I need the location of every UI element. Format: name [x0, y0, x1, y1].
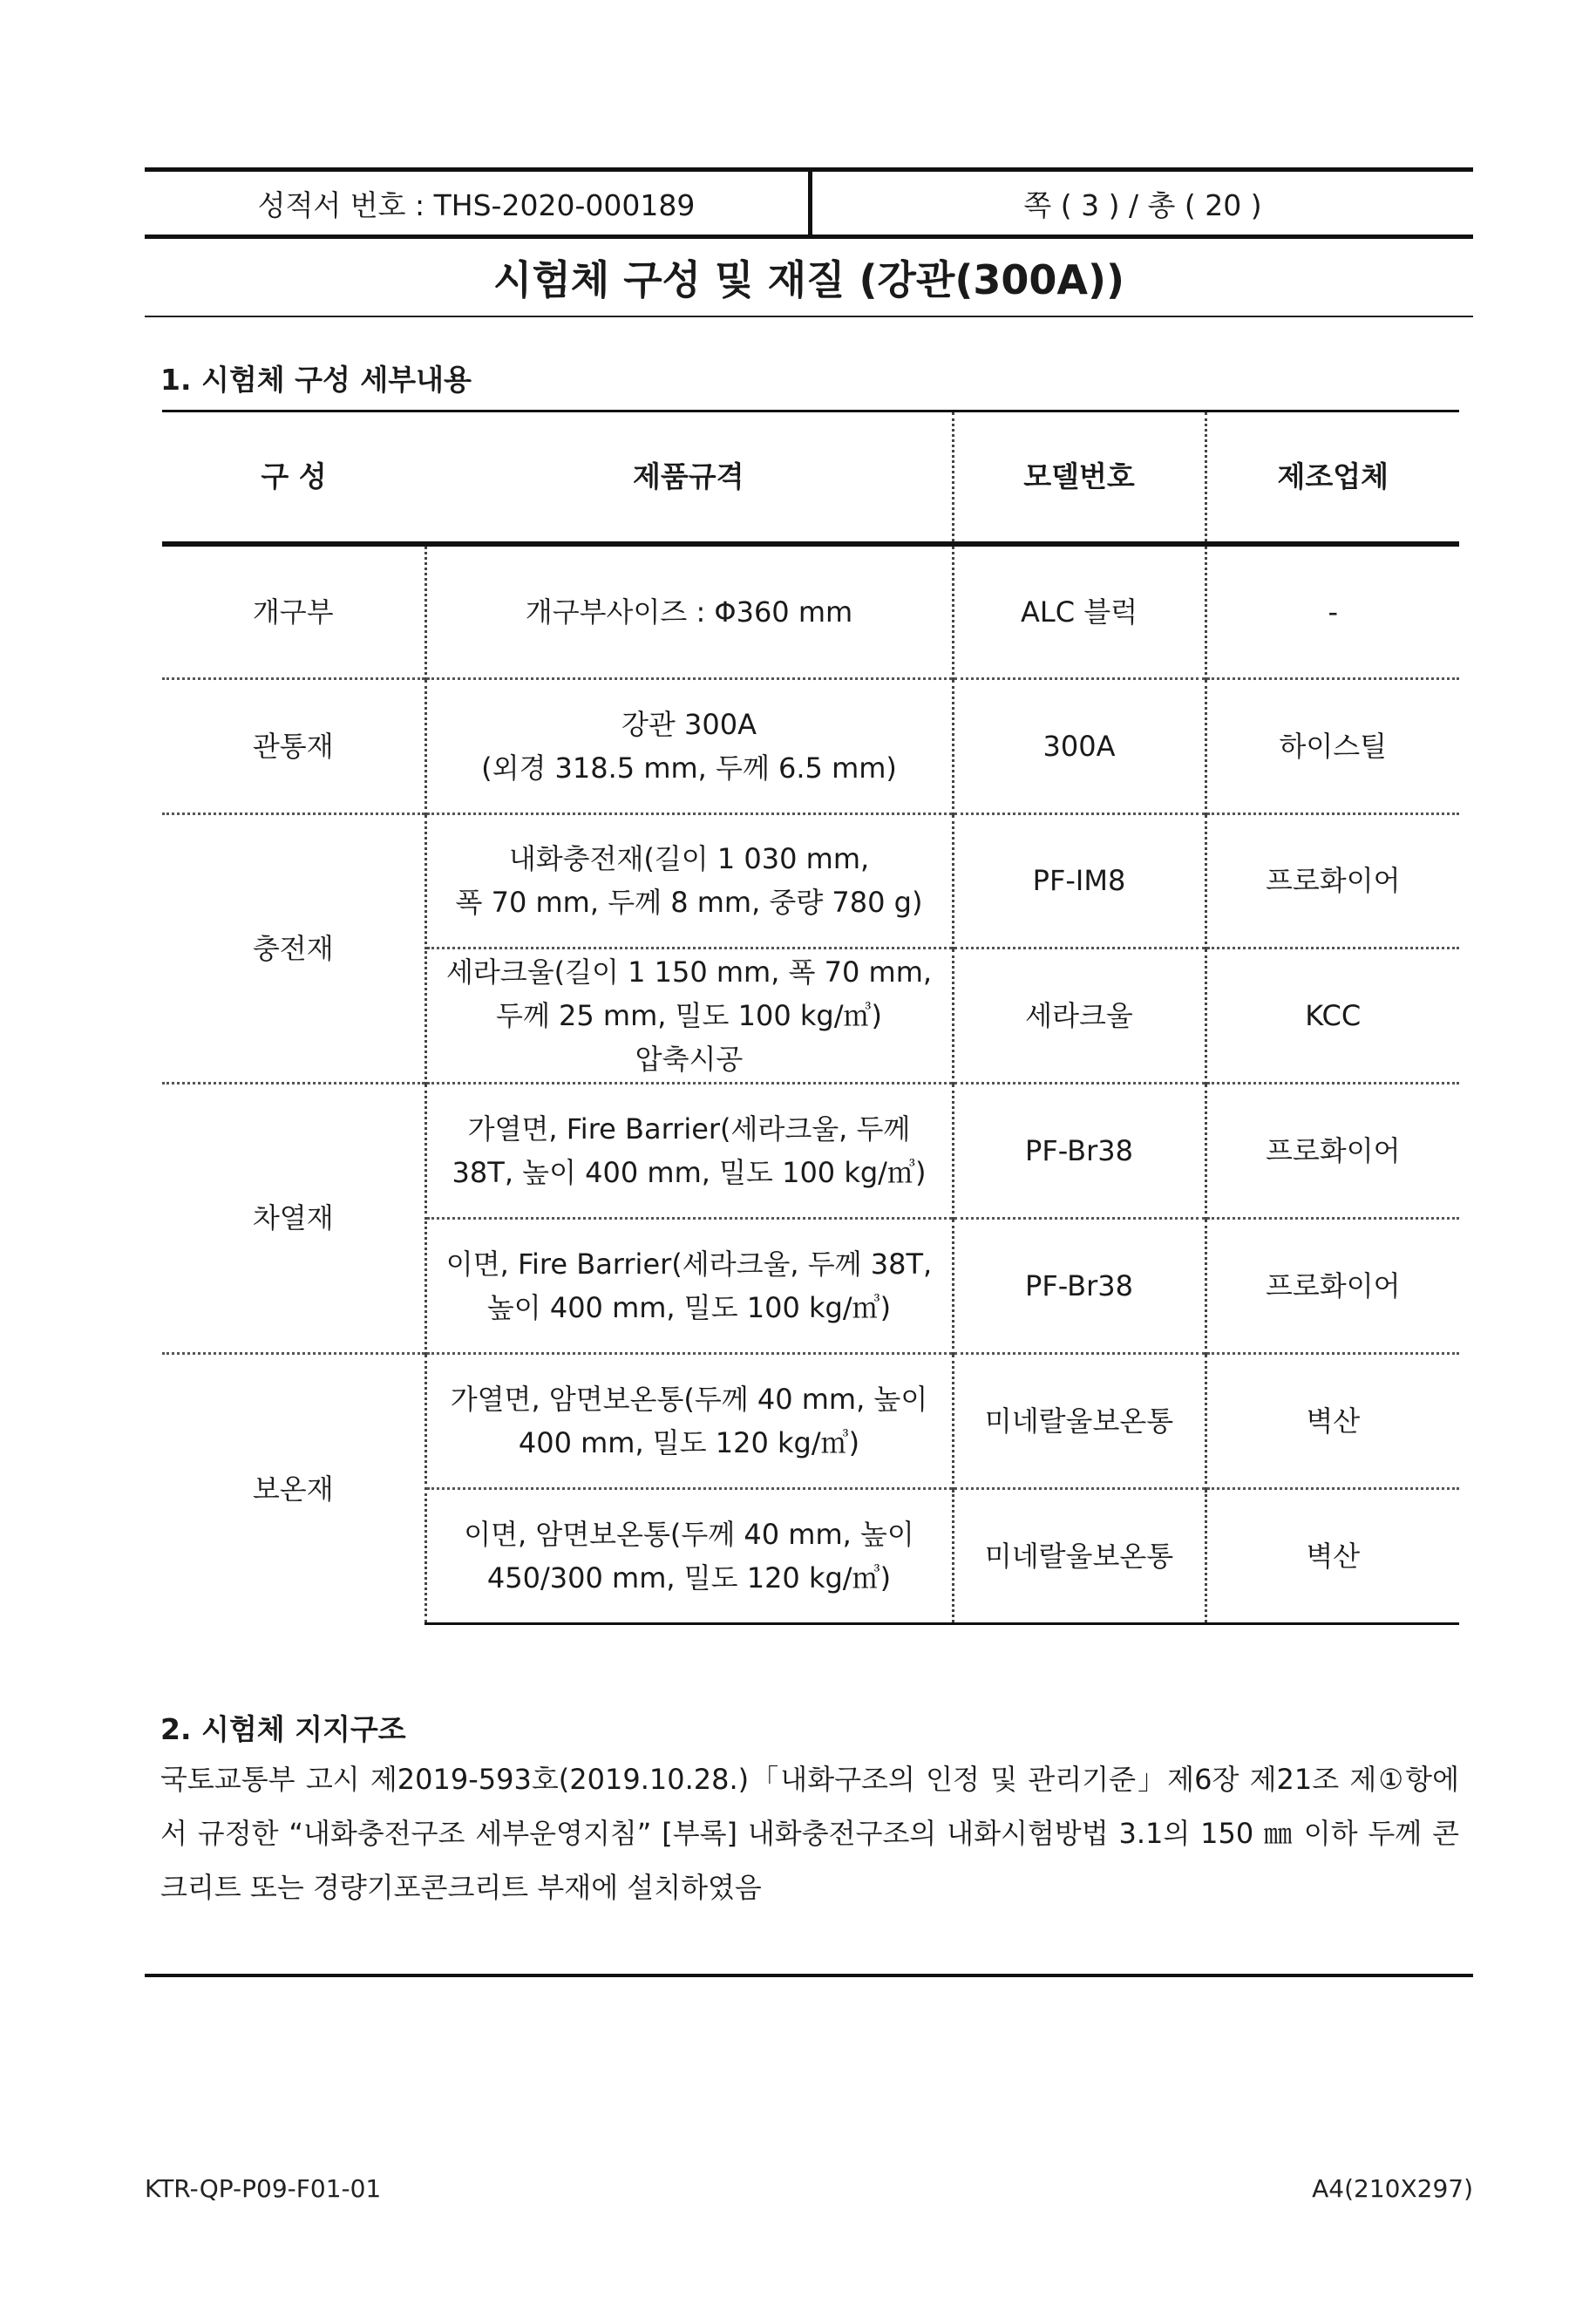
spec-line: 두께 25 mm, 밀도 100 kg/㎥) [496, 998, 882, 1032]
document-title: 시험체 구성 및 재질 (강관(300A)) [145, 239, 1473, 317]
footer-divider [145, 1974, 1473, 1977]
spec-line: 세라크울(길이 1 150 mm, 폭 70 mm, [445, 955, 933, 989]
column-header-composition: 구 성 [162, 411, 425, 545]
model-cell: PF-IM8 [953, 813, 1205, 948]
model-cell: PF-Br38 [953, 1218, 1205, 1353]
report-header [145, 167, 1473, 239]
paper-size: A4(210X297) [1312, 2174, 1473, 2203]
composition-table [162, 410, 1459, 1625]
model-cell: 미네랄울보온통 [953, 1488, 1205, 1623]
table-header-row [162, 411, 1459, 545]
maker-cell: 벽산 [1205, 1488, 1459, 1623]
spec-cell [425, 1218, 953, 1353]
group-cell: 충전재 [162, 813, 425, 1083]
table-row [162, 1083, 1459, 1218]
spec-line: 이면, Fire Barrier(세라크울, 두께 38T, [445, 1247, 933, 1281]
page-indicator: 쪽 ( 3 ) / 총 ( 20 ) [1023, 187, 1262, 222]
maker-cell: 프로화이어 [1205, 1218, 1459, 1353]
group-cell: 개구부 [162, 544, 425, 678]
spec-line: 높이 400 mm, 밀도 100 kg/㎥) [486, 1290, 892, 1324]
maker-cell: 하이스틸 [1205, 678, 1459, 813]
spec-cell [425, 1488, 953, 1623]
spec-cell [425, 678, 953, 813]
maker-cell: 벽산 [1205, 1353, 1459, 1488]
group-cell: 보온재 [162, 1353, 425, 1623]
spec-line: (외경 318.5 mm, 두께 6.5 mm) [481, 751, 897, 785]
column-header-maker: 제조업체 [1205, 411, 1459, 545]
spec-line: 450/300 mm, 밀도 120 kg/㎥) [486, 1560, 892, 1594]
spec-line: 개구부사이즈 : Φ360 mm [525, 595, 853, 629]
spec-cell [425, 813, 953, 948]
spec-cell [425, 1083, 953, 1218]
model-cell: 세라크울 [953, 948, 1205, 1083]
group-cell: 차열재 [162, 1083, 425, 1353]
model-cell: 300A [953, 678, 1205, 813]
maker-cell: 프로화이어 [1205, 1083, 1459, 1218]
table-row [162, 544, 1459, 678]
report-number: 성적서 번호 : THS-2020-000189 [257, 187, 696, 222]
spec-line: 압축시공 [635, 1042, 744, 1076]
model-cell: ALC 블럭 [953, 544, 1205, 678]
model-cell: PF-Br38 [953, 1083, 1205, 1218]
spec-line: 강관 300A [621, 707, 757, 741]
column-header-model: 모델번호 [953, 411, 1205, 545]
spec-line: 내화충전재(길이 1 030 mm, [508, 842, 870, 875]
form-code: KTR-QP-P09-F01-01 [145, 2174, 382, 2203]
table-row [162, 678, 1459, 813]
table-row [162, 1353, 1459, 1488]
spec-line: 가열면, Fire Barrier(세라크울, 두께 [467, 1112, 911, 1146]
maker-cell: - [1328, 595, 1339, 629]
spec-line: 400 mm, 밀도 120 kg/㎥) [518, 1425, 860, 1459]
section-2-heading: 2. 시험체 지지구조 [160, 1712, 406, 1746]
section-1-heading: 1. 시험체 구성 세부내용 [160, 363, 472, 397]
model-cell: 미네랄울보온통 [953, 1353, 1205, 1488]
spec-cell [425, 948, 953, 1083]
table-row [162, 813, 1459, 948]
section-2-body: 국토교통부 고시 제2019-593호(2019.10.28.)「내화구조의 인정 및 관리기준」제6장 제21조 제①항에서 규정한 “내화충전구조 세부운영지침” [부록] 내화충전구조의 내화시험방법 3.1의 150 ㎜ 이하 두께 콘크리트 또는 경량기포콘크리트 부재에 설치하였음 [160, 1763, 1459, 1904]
group-cell: 관통재 [162, 678, 425, 813]
spec-line: 38T, 높이 400 mm, 밀도 100 kg/㎥) [452, 1155, 927, 1189]
spec-line: 가열면, 암면보온통(두께 40 mm, 높이 [450, 1382, 928, 1416]
spec-line: 이면, 암면보온통(두께 40 mm, 높이 [464, 1517, 914, 1551]
spec-cell [425, 544, 953, 678]
spec-cell [425, 1353, 953, 1488]
maker-cell: 프로화이어 [1205, 813, 1459, 948]
column-header-spec: 제품규격 [425, 411, 953, 545]
spec-line: 폭 70 mm, 두께 8 mm, 중량 780 g) [455, 886, 923, 919]
maker-cell: KCC [1205, 948, 1459, 1083]
